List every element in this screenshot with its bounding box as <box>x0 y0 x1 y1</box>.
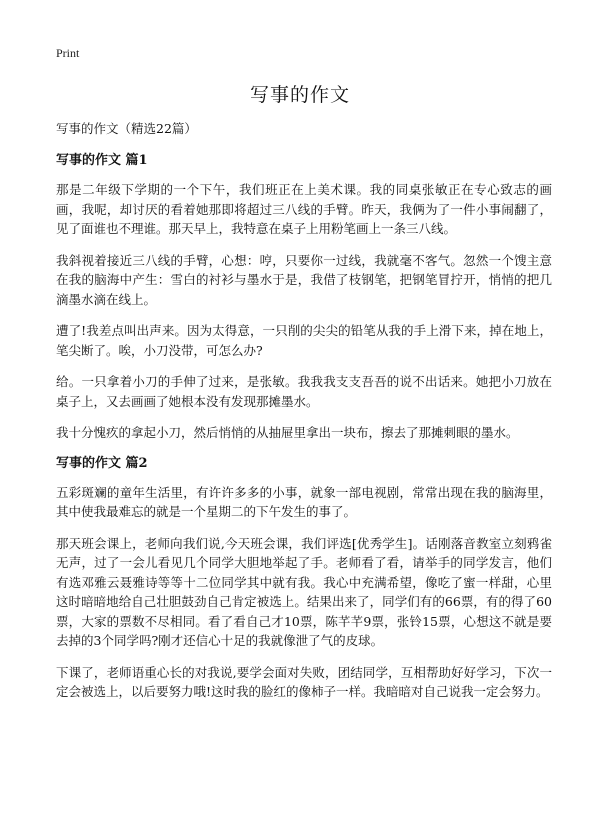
article-body <box>56 120 552 714</box>
page-title: 写事的作文 <box>249 84 350 106</box>
article-subtitle: 写事的作文（精选22篇） <box>56 121 197 136</box>
section-heading: 写事的作文 篇2 <box>56 455 148 471</box>
paragraph: 我十分愧疚的拿起小刀，然后悄悄的从抽屉里拿出一块布，擦去了那摊刺眼的墨水。 <box>56 425 519 440</box>
paragraph: 下课了，老师语重心长的对我说,要学会面对失败，团结同学，互相帮助好好学习，下次一定会被选上，以后要努力哦!这时我的脸红的像柿子一样。我暗暗对自己说我一定会努力。 <box>56 664 552 699</box>
paragraph: 给。一只拿着小刀的手伸了过来，是张敏。我我我支支吾吾的说不出话来。她把小刀放在桌子上，又去画画了她根本没有发现那摊墨水。 <box>56 374 552 409</box>
essay-section-2 <box>56 455 552 702</box>
print-label[interactable]: Print <box>56 46 80 60</box>
essay-section-1 <box>56 152 552 443</box>
paragraph: 五彩斑斓的童年生活里，有许许多多的小事，就象一部电视剧，常常出现在我的脑海里，其中使我最难忘的就是一个星期二的下午发生的事了。 <box>56 484 552 519</box>
paragraph: 那是二年级下学期的一个下午，我们班正在上美术课。我的同桌张敏正在专心致志的画画，我呢，却讨厌的看着她那即将超过三八线的手臂。昨天，我俩为了一件小事闹翻了，见了面谁也不理谁。那天早上，我特意在桌子上用粉笔画上一条三八线。 <box>56 182 552 236</box>
paragraph: 那天班会课上，老师向我们说,今天班会课，我们评选[优秀学生]。话刚落音教室立刻鸦雀无声，过了一会儿看见几个同学大胆地举起了手。老师看了看，请举手的同学发言，他们有选邓雅云聂雅诗等等十二位同学其中就有我。我心中充满希望，像吃了蜜一样甜，心里这时暗暗地给自己壮胆鼓劲自己肯定被选上。结果出来了，同学们有的66票，有的得了60票，大家的票数不尽相同。看了看自己才10票，陈芊芊9票，张铃15票，心想这不就是要去掉的3个同学吗?刚才还信心十足的我就像泄了气的皮球。 <box>56 535 552 648</box>
section-heading: 写事的作文 篇1 <box>56 153 148 168</box>
paragraph: 遭了!我差点叫出声来。因为太得意，一只削的尖尖的铅笔从我的手上滑下来，掉在地上，笔尖断了。唉，小刀没带，可怎么办? <box>56 323 552 358</box>
paragraph: 我斜视着接近三八线的手臂，心想：哼，只要你一过线，我就毫不客气。忽然一个馊主意在我的脑海中产生：雪白的衬衫与墨水于是，我借了枝钢笔，把钢笔冒拧开，悄悄的把几滴墨水滴在线上。 <box>56 252 552 307</box>
